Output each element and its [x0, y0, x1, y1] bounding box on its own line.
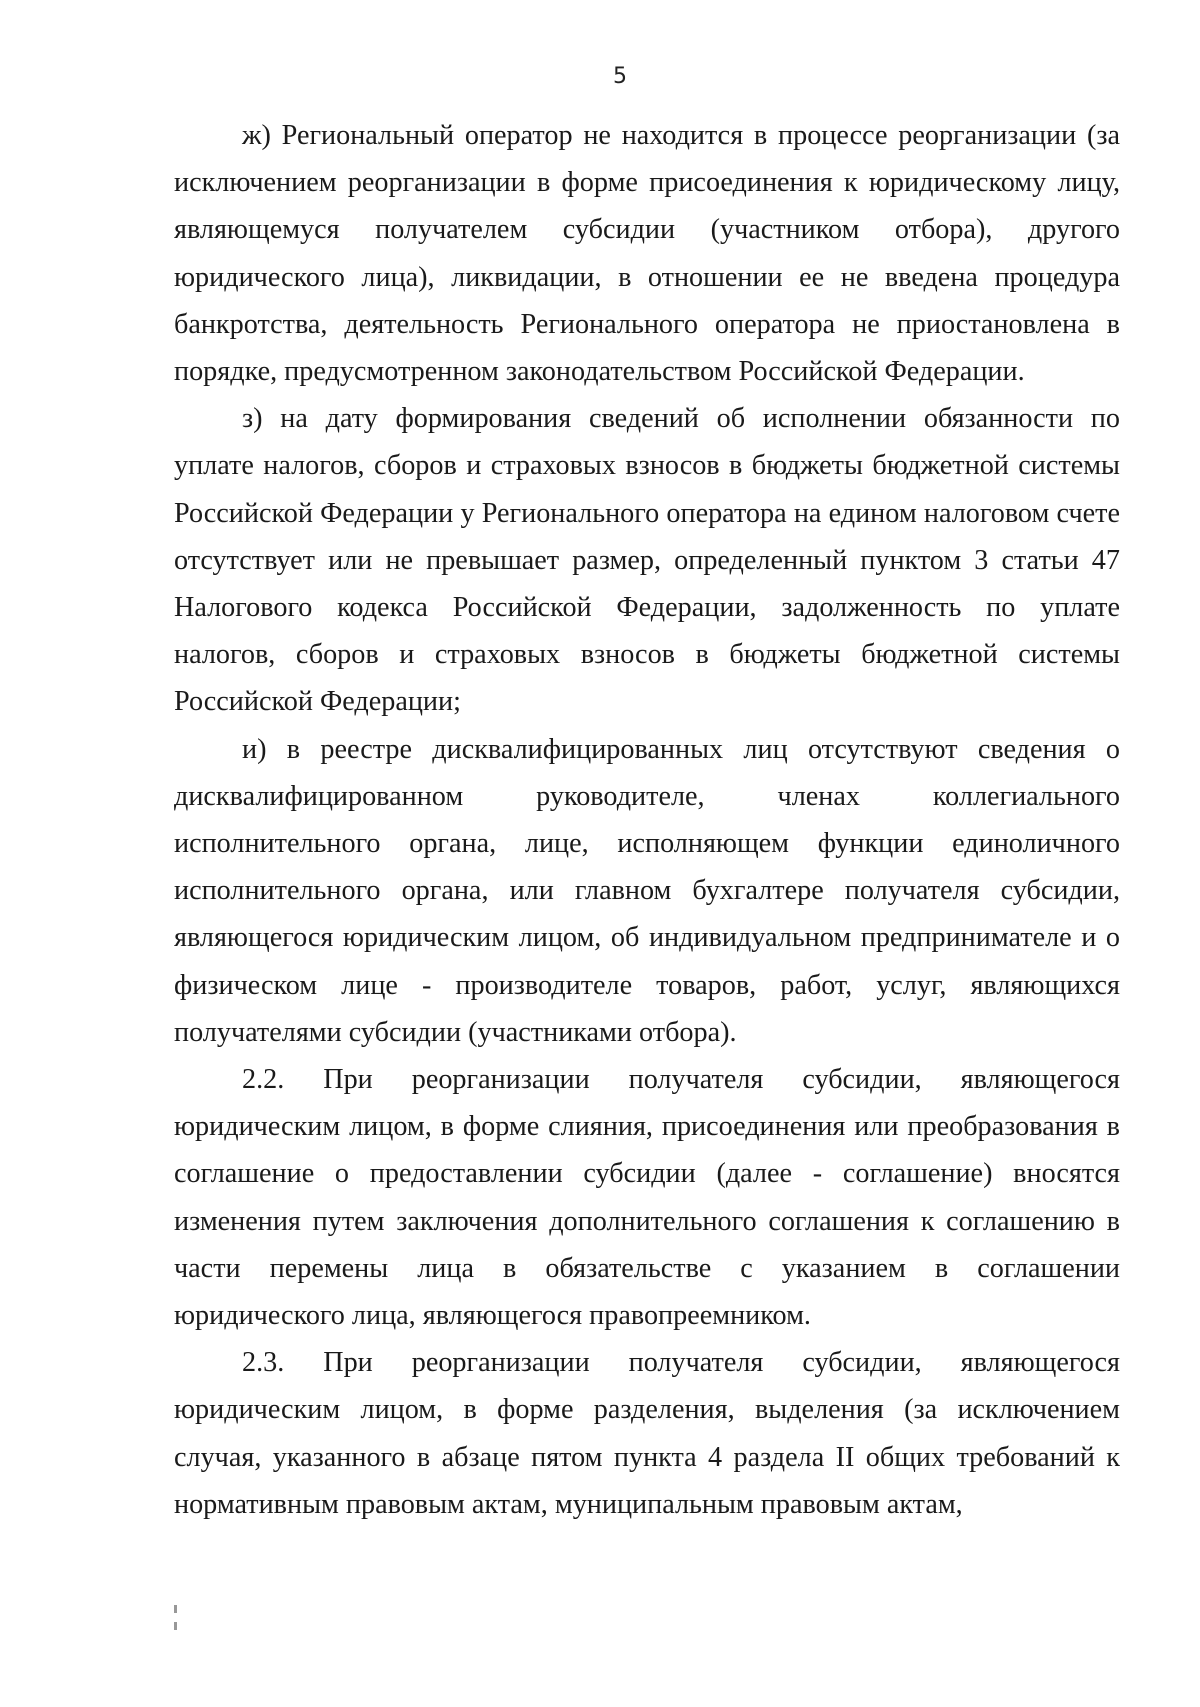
- paragraph-2-2: 2.2. При реорганизации получателя субсидии, являющегося юридическим лицом, в форме слияния, присоединения или преобразования в соглашение о предоставлении субсидии (далее - соглашение) вносятся изменения путем заключения дополнительного соглашения к соглашению в части перемены лица в обязательстве с указанием в соглашении юридического лица, являющегося правопреемником.: [174, 1064, 1120, 1332]
- page-number: 5: [613, 64, 627, 89]
- document-body: [174, 112, 1120, 1528]
- paragraph-z: з) на дату формирования сведений об исполнении обязанности по уплате налогов, сборов и страховых взносов в бюджеты бюджетной системы Российской Федерации у Регионального оператора на едином налоговом счете отсутствует или не превышает размер, определенный пунктом 3 статьи 47 Налогового кодекса Российской Федерации, задолженность по уплате налогов, сборов и страховых взносов в бюджеты бюджетной системы Российской Федерации;: [174, 403, 1120, 718]
- paragraph-i: и) в реестре дисквалифицированных лиц отсутствуют сведения о дисквалифицированном руководителе, членах коллегиального исполнительного органа, лице, исполняющем функции единоличного исполнительного органа, или главном бухгалтере получателя субсидии, являющегося юридическим лицом, об индивидуальном предпринимателе и о физическом лице - производителе товаров, работ, услуг, являющихся получателями субсидии (участниками отбора).: [174, 733, 1120, 1048]
- scan-artifact-mark: [174, 1605, 177, 1613]
- paragraph-2-3: 2.3. При реорганизации получателя субсидии, являющегося юридическим лицом, в форме разделения, выделения (за исключением случая, указанного в абзаце пятом пункта 4 раздела II общих требований к нормативным правовым актам, муниципальным правовым актам,: [174, 1347, 1120, 1520]
- paragraph-zh: ж) Региональный оператор не находится в процессе реорганизации (за исключением реорганизации в форме присоединения к юридическому лицу, являющемуся получателем субсидии (участником отбора), другого юридического лица), ликвидации, в отношении ее не введена процедура банкротства, деятельность Регионального оператора не приостановлена в порядке, предусмотренном законодательством Российской Федерации.: [174, 120, 1120, 388]
- scan-artifact-mark: [174, 1622, 177, 1630]
